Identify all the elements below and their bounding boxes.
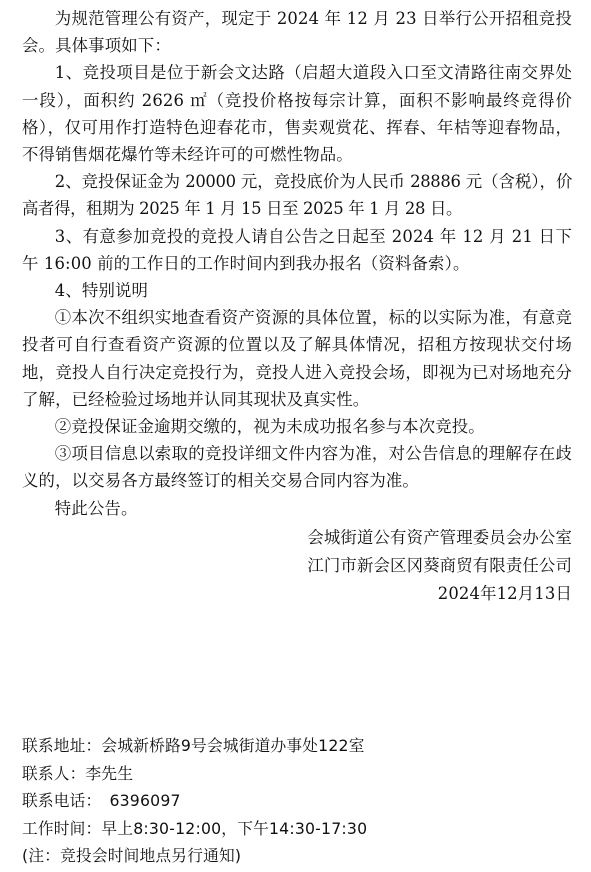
- contact-phone-value: 6396097: [109, 791, 181, 810]
- item-1-paragraph: 1、竞投项目是位于新会文达路（启超大道段入口至文清路往南交界处一段），面积约 2626 ㎡（竞投价格按每宗计算，面积不影响最终竞得价格），仅可用作打造特色迎春花市，售卖观赏花、挥春、年桔等迎春物品，不得销售烟花爆竹等未经许可的可燃性物品。: [22, 63, 572, 165]
- special-note-2: ②竞投保证金逾期交缴的，视为未成功报名参与本次竞投。: [54, 417, 485, 437]
- signature-block: [22, 524, 572, 608]
- contact-phone-label: 联系电话：: [22, 791, 102, 810]
- special-note-1: ①本次不组织实地查看资产资源的具体位置，标的以实际为准，有意竞投者可自行查看资产资源的位置以及了解具体情况，招租方按现状交付场地，竞投人自行决定竞投行为，竞投人进入竞投会场，即视为已对场地充分了解，已经检验过场地并认同其现状及真实性。: [22, 308, 572, 409]
- item-2-paragraph: 2、竞投保证金为 20000 元，竞投底价为人民币 28886 元（含税），价高者得，租期为 2025 年 1 月 15 日至 2025 年 1 月 28 日。: [22, 172, 572, 219]
- signature-date: 2024年12月13日: [437, 583, 572, 603]
- closing-line: 特此公告。: [54, 498, 138, 518]
- contact-hours: 工作时间：早上8:30-12:00，下午14:30-17:30: [22, 818, 368, 838]
- signature-org-2: 江门市新会区冈葵商贸有限责任公司: [307, 555, 572, 575]
- intro-paragraph: 为规范管理公有资产，现定于 2024 年 12 月 23 日举行公开招租竞投会。具体事项如下：: [22, 9, 572, 56]
- signature-org-1: 会城街道公有资产管理委员会办公室: [307, 527, 572, 547]
- contact-note: (注：竞投会时间地点另行通知): [22, 846, 242, 865]
- item-4-heading: 4、特别说明: [54, 281, 149, 301]
- contact-phone-row: [22, 787, 572, 815]
- notice-document: [22, 5, 572, 608]
- contact-person: 联系人：李先生: [22, 763, 134, 783]
- contact-block: [22, 732, 572, 870]
- special-note-3: ③项目信息以索取的竞投详细文件内容为准，对公告信息的理解存在歧义的，以交易各方最终签订的相关交易合同内容为准。: [22, 444, 572, 491]
- contact-address: 联系地址：会城新桥路9号会城街道办事处122室: [22, 736, 365, 755]
- item-3-paragraph: 3、有意参加竞投的竞投人请自公告之日起至 2024 年 12 月 21 日下午 16:00 前的工作日的工作时间内到我办报名（资料备索）。: [22, 226, 572, 273]
